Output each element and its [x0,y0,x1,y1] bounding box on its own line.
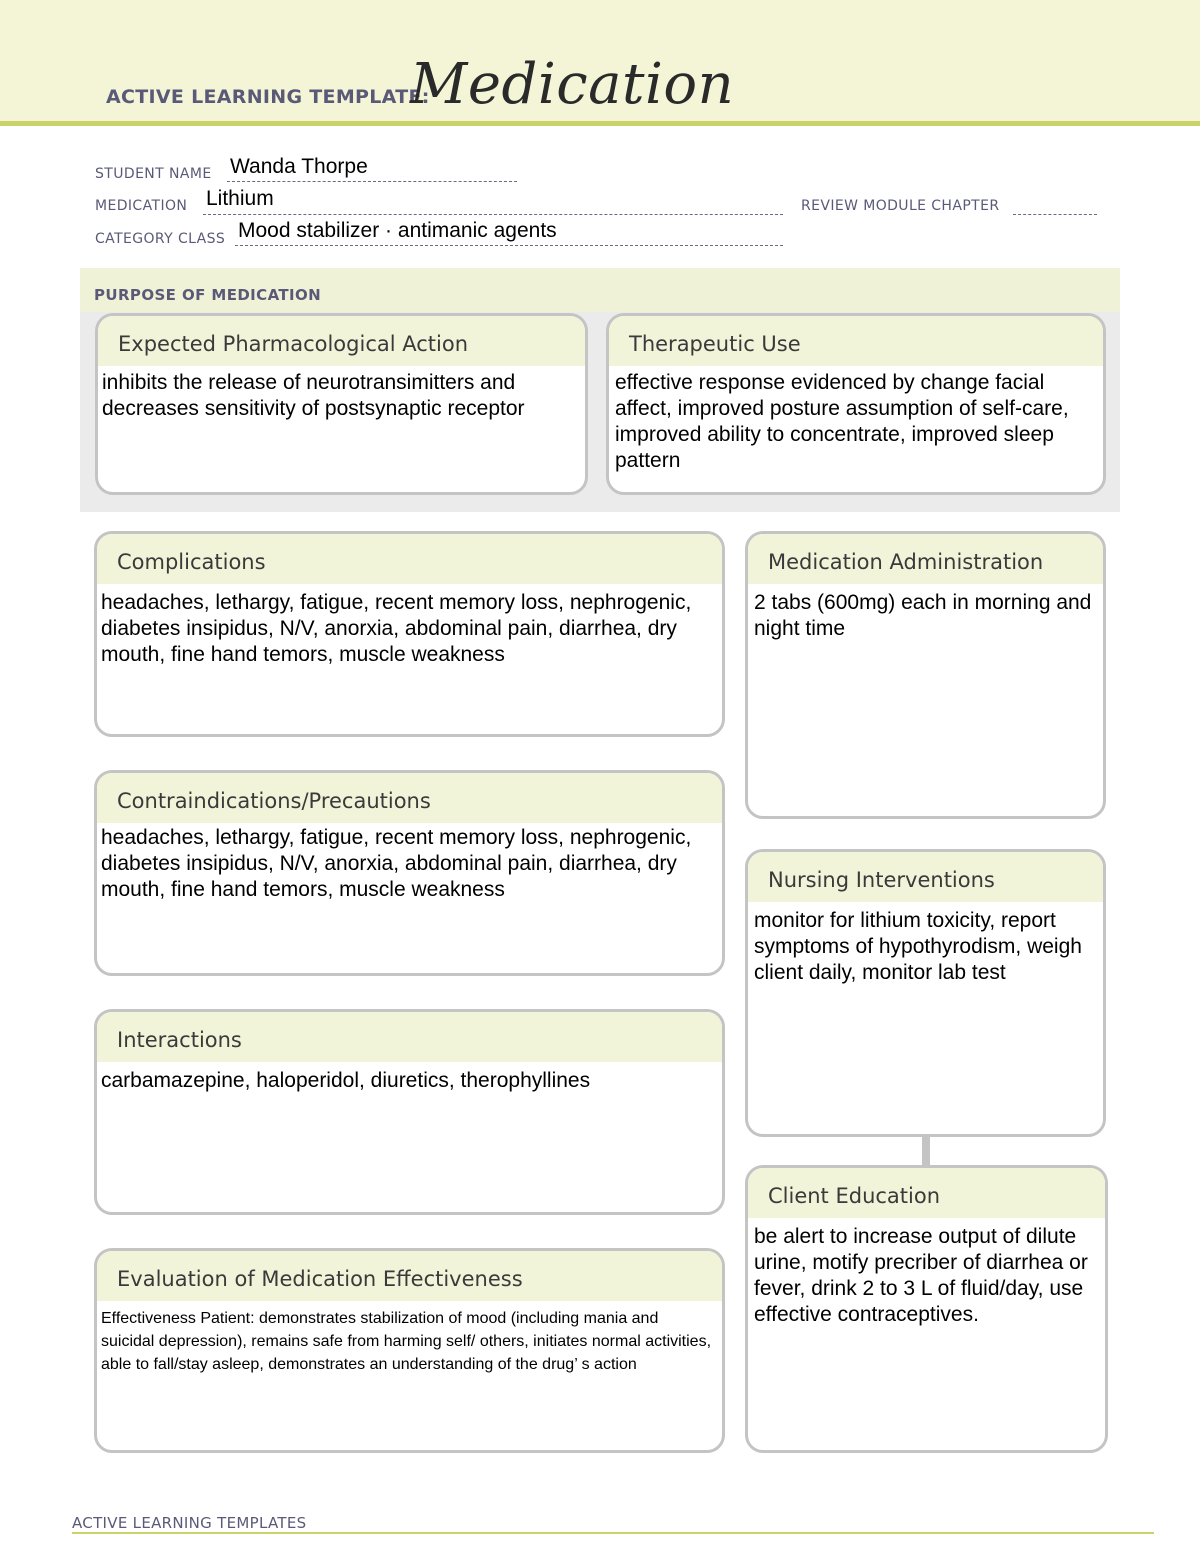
interactions-card [94,1009,725,1215]
category-class-label: CATEGORY CLASS [95,231,226,247]
template-label: ACTIVE LEARNING TEMPLATE: [106,86,430,108]
medication-line [203,214,783,215]
administration-card [745,531,1106,819]
client-education-text[interactable]: be alert to increase output of dilute urine, motify precriber of diarrhea or fever, drink 2 to 3 L of fluid/day, use effective contraceptives. [754,1225,1088,1326]
interactions-text[interactable]: carbamazepine, haloperidol, diuretics, therophyllines [101,1069,591,1092]
review-module-line[interactable] [1013,214,1097,215]
category-class-value[interactable]: Mood stabilizer · antimanic agents [238,219,557,242]
administration-heading: Medication Administration [748,534,1103,584]
evaluation-heading: Evaluation of Medication Effectiveness [97,1251,722,1301]
page-title: Medication [410,52,735,117]
therapeutic-use-card [606,313,1106,495]
complications-card [94,531,725,737]
client-education-heading: Client Education [748,1168,1105,1218]
client-education-card [745,1165,1108,1453]
student-name-line [227,181,517,182]
therapeutic-use-heading: Therapeutic Use [609,316,1103,366]
complications-text[interactable]: headaches, lethargy, fatigue, recent memory loss, nephrogenic, diabetes insipidus, N/V, anorxia, abdominal pain, diarrhea, dry mouth, fine hand temors, muscle weakness [101,591,692,666]
category-class-line [235,245,783,246]
contraindications-card [94,770,725,976]
nursing-interventions-card [745,849,1106,1137]
therapeutic-use-text[interactable]: effective response evidenced by change facial affect, improved posture assumption of self-care, improved ability to concentrate, improved sleep pattern [615,371,1069,472]
purpose-title: PURPOSE OF MEDICATION [94,286,322,304]
expected-action-heading: Expected Pharmacological Action [98,316,585,366]
complications-heading: Complications [97,534,722,584]
expected-action-card [95,313,588,495]
contraindications-heading: Contraindications/Precautions [97,773,722,823]
medication-value[interactable]: Lithium [206,187,274,210]
student-name-label: STUDENT NAME [95,166,212,182]
interactions-heading: Interactions [97,1012,722,1062]
footer-rule [72,1532,1154,1534]
nursing-interventions-text[interactable]: monitor for lithium toxicity, report symptoms of hypothyrodism, weigh client daily, monitor lab test [754,909,1082,984]
header-rule [0,121,1200,126]
contraindications-text[interactable]: headaches, lethargy, fatigue, recent memory loss, nephrogenic, diabetes insipidus, N/V, anorxia, abdominal pain, diarrhea, dry mouth, fine hand temors, muscle weakness [101,826,692,901]
evaluation-text[interactable]: Effectiveness Patient: demonstrates stabilization of mood (including mania and suicidal depression), remains safe from harming self/ others, initiates normal activities, able to fall/stay asleep, demonstrates an understanding of the drug’ s action [101,1310,712,1373]
nursing-interventions-heading: Nursing Interventions [748,852,1103,902]
evaluation-card [94,1248,725,1453]
expected-action-text[interactable]: inhibits the release of neurotransimitters and decreases sensitivity of postsynaptic receptor [102,371,525,420]
review-module-label: REVIEW MODULE CHAPTER [801,198,1000,214]
student-name-value[interactable]: Wanda Thorpe [230,155,368,178]
medication-label: MEDICATION [95,198,188,214]
footer-text: ACTIVE LEARNING TEMPLATES [72,1514,307,1532]
connector-bar [922,1136,930,1166]
administration-text[interactable]: 2 tabs (600mg) each in morning and night time [754,591,1092,640]
